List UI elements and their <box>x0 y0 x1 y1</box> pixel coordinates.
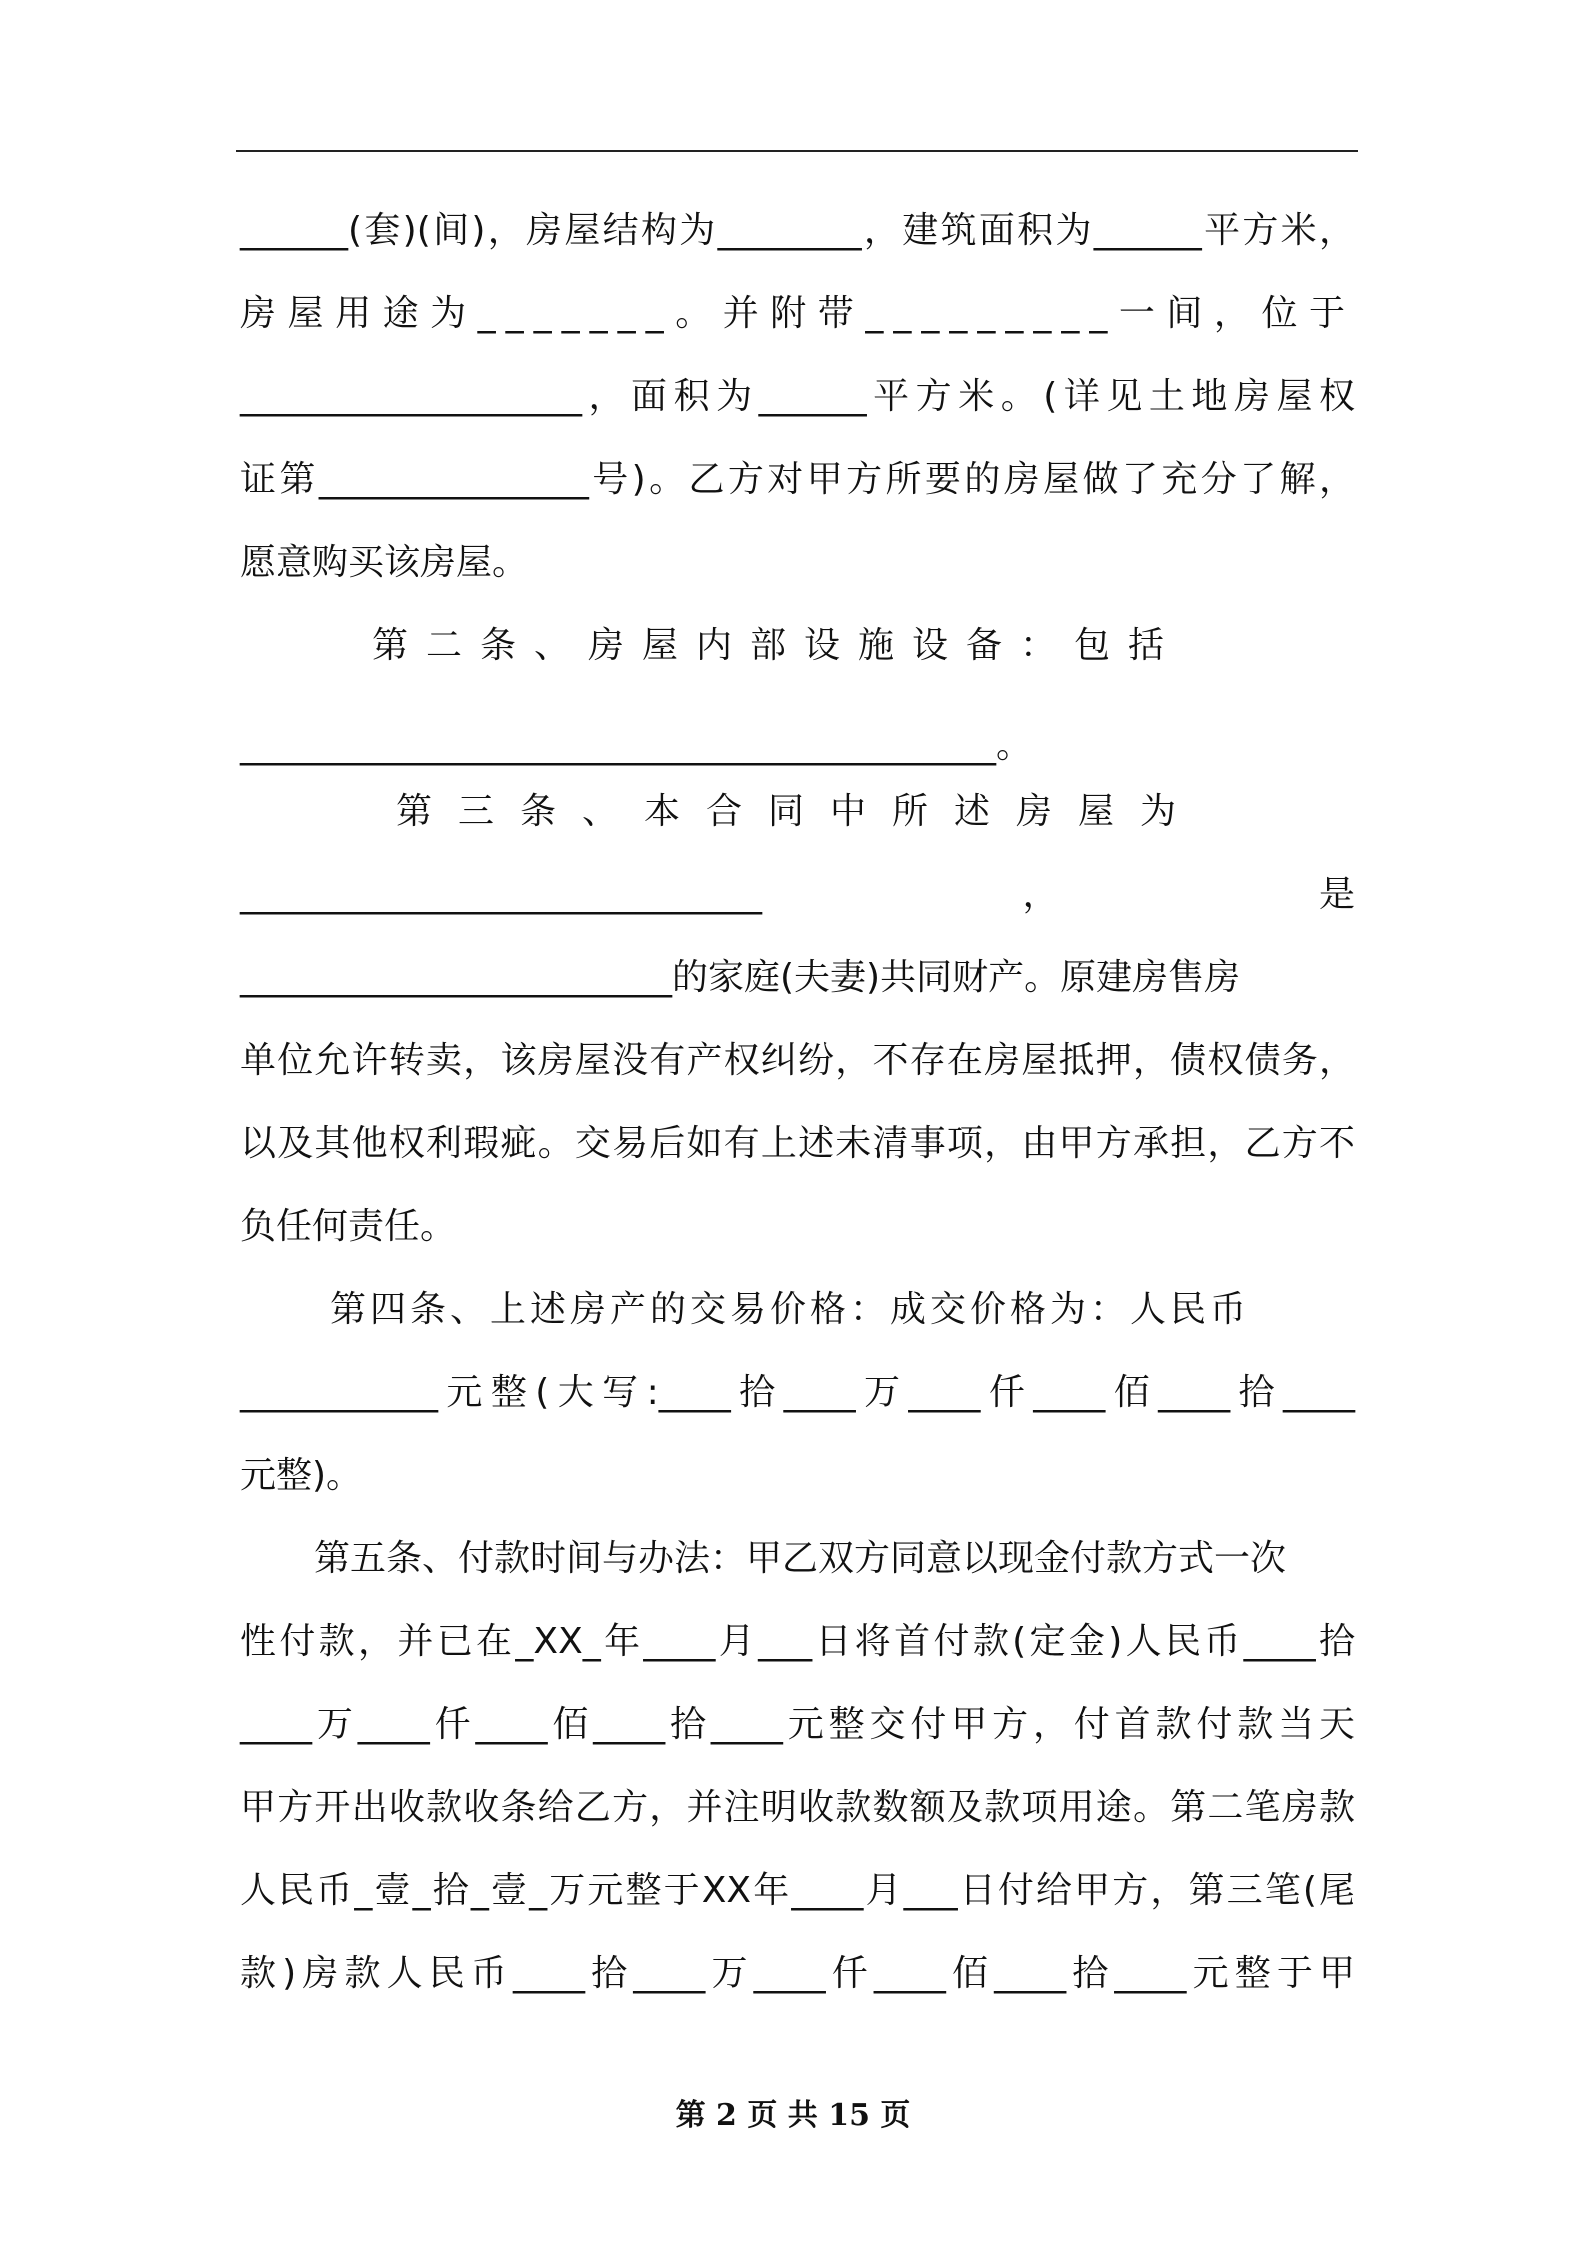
doc-line-11: 单位允许转卖，该房屋没有产权纠纷，不存在房屋抵押，债权债务， <box>240 1040 1355 1081</box>
doc-line-9: _____________________________，是 <box>240 874 1355 915</box>
doc-line-3: ___________________，面积为______平方米。(详见土地房屋权 <box>240 376 1355 417</box>
doc-line-16: 元整)。 <box>240 1455 363 1496</box>
doc-line-18: 性付款，并已在_XX_年____月___日将首付款(定金)人民币____拾 <box>240 1621 1355 1662</box>
doc-line-13: 负任何责任。 <box>240 1206 457 1247</box>
doc-line-21: 人民币_壹_拾_壹_万元整于XX年____月___日付给甲方，第三笔(尾 <box>240 1870 1355 1911</box>
doc-line-5: 愿意购买该房屋。 <box>240 542 529 583</box>
doc-line-22: 款)房款人民币____拾____万____仟____佰____拾____元整于甲 <box>240 1953 1355 1994</box>
doc-line-10: ________________________的家庭(夫妻)共同财产。原建房售房 <box>240 957 1241 998</box>
doc-line-19: ____万____仟____佰____拾____元整交付甲方，付首款付款当天 <box>240 1704 1355 1745</box>
article-3-heading: 第三条、本合同中所述房屋为 <box>396 791 1203 832</box>
article-4-heading: 第四条、上述房产的交易价格：成交价格为：人民币 <box>330 1289 1251 1330</box>
doc-line-1: ______(套)(间)，房屋结构为________，建筑面积为______平方米， <box>240 210 1355 251</box>
doc-line-4: 证第_______________号)。乙方对甲方所要的房屋做了充分了解， <box>240 459 1355 500</box>
page-number: 第 2 页 共 15 页 <box>675 2098 911 2133</box>
header-rule <box>236 150 1358 152</box>
doc-line-20: 甲方开出收款收条给乙方，并注明收款数额及款项用途。第二笔房款 <box>240 1787 1355 1828</box>
doc-line-2: 房屋用途为_______。并附带_________一间，位于 <box>240 293 1355 334</box>
article-5-heading: 第五条、付款时间与办法：甲乙双方同意以现金付款方式一次 <box>314 1538 1287 1579</box>
doc-line-15: ___________元整(大写:____拾____万____仟____佰____拾____ <box>240 1372 1355 1413</box>
doc-line-12: 以及其他权利瑕疵。交易后如有上述未清事项，由甲方承担，乙方不 <box>240 1123 1355 1164</box>
article-2-heading: 第二条、房屋内部设施设备：包括 <box>372 625 1183 666</box>
doc-line-7: __________________________________________。 <box>240 725 1032 766</box>
